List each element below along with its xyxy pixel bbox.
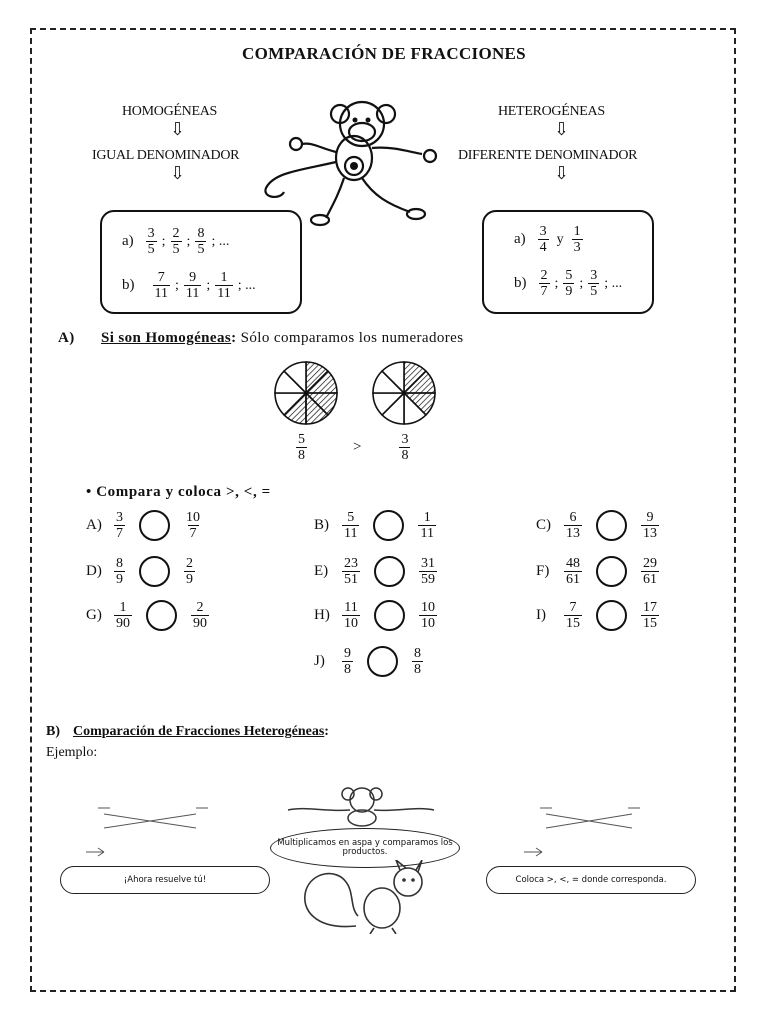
fraction-left: $\frac{8}{9}$ [116, 556, 123, 587]
worked-example-left-icon [56, 792, 256, 872]
exercise-label: F) [536, 563, 550, 579]
fraction-right: $\frac{10}{7}$ [186, 510, 200, 541]
comparison-sign: > [353, 439, 362, 455]
fraction-left: $\frac{7}{15}$ [566, 600, 580, 631]
page-title: COMPARACIÓN DE FRACCIONES [242, 44, 526, 63]
row-label: b) [514, 275, 527, 291]
homogeneous-examples-box [100, 210, 302, 314]
answer-circle[interactable] [373, 510, 404, 541]
fraction-left: $\frac{23}{51}$ [344, 556, 358, 587]
exercise-label: A) [86, 517, 102, 533]
answer-circle[interactable] [146, 600, 177, 631]
fraction: $\frac{1}{11}$ [217, 270, 231, 301]
exercise-item [314, 510, 438, 541]
ellipsis: ; ... [237, 277, 256, 293]
pie-left [275, 362, 337, 424]
exercise-item [314, 600, 439, 631]
heterogeneas-label: HETEROGÉNEAS [498, 104, 605, 119]
section-text: Sólo comparamos los numeradores [236, 330, 464, 346]
fraction: $\frac{2}{7}$ [540, 268, 548, 299]
answer-circle[interactable] [374, 556, 405, 587]
example-row-b: b) $\frac{7}{11}$ ; $\frac{9}{11}$ ; $\frac{1}{11}$ ; ... [122, 270, 256, 301]
fraction: $\frac{3}{5}$ [590, 268, 598, 299]
ellipsis: ; ... [604, 275, 623, 291]
speech-bubble-center: Multiplicamos en aspa y comparamos los productos. [270, 828, 460, 868]
fraction-left: $\frac{3}{7}$ [116, 510, 123, 541]
fraction-right: $\frac{2}{90}$ [193, 600, 207, 631]
exercise-label: D) [86, 563, 102, 579]
row-label: a) [514, 231, 526, 247]
speech-bubble-right: Coloca >, <, = donde corresponda. [486, 866, 696, 894]
fraction-right: $\frac{17}{15}$ [643, 600, 657, 631]
fraction: $\frac{3}{5}$ [147, 226, 155, 257]
fraction-right: $\frac{8}{8}$ [414, 646, 421, 677]
section-b-heading: B) Comparación de Fracciones Heterogéneas: [46, 724, 329, 739]
pie-right [373, 362, 435, 424]
exercise-label: G) [86, 607, 102, 623]
fraction-right: $\frac{10}{10}$ [421, 600, 435, 631]
section-a-heading: A) Si son Homogéneas: Sólo comparamos los numeradores [58, 330, 464, 346]
homogeneas-label: HOMOGÉNEAS [122, 104, 218, 119]
example-comparison [294, 432, 412, 463]
exercise-item [536, 600, 661, 631]
exercise-label: C) [536, 517, 551, 533]
fraction-pies [272, 360, 442, 426]
fraction-left: $\frac{48}{61}$ [566, 556, 580, 587]
exercise-item [86, 600, 211, 631]
fraction-left: $\frac{5}{11}$ [344, 510, 358, 541]
section-letter: B) [46, 724, 60, 739]
fraction-right: $\frac{1}{11}$ [420, 510, 434, 541]
exercise-item [86, 510, 204, 541]
exercise-item [314, 646, 425, 677]
fraction-left: $\frac{9}{8}$ [344, 646, 351, 677]
example-row-b: b) $\frac{2}{7}$ ; $\frac{5}{9}$ ; $\frac{3}{5}$ ; ... [514, 268, 623, 299]
fraction-right: $\frac{29}{61}$ [643, 556, 657, 587]
exercise-label: B) [314, 517, 329, 533]
fraction: $\frac{5}{8}$ [298, 432, 305, 463]
section-title: Comparación de Fracciones Heterogéneas [73, 724, 325, 739]
answer-circle[interactable] [374, 600, 405, 631]
exercise-label: I) [536, 607, 546, 623]
monkey-illustration-icon [262, 100, 448, 228]
speech-bubble-left: ¡Ahora resuelve tú! [60, 866, 270, 894]
answer-circle[interactable] [596, 510, 627, 541]
fraction-left: $\frac{11}{10}$ [344, 600, 358, 631]
fraction-right: $\frac{2}{9}$ [186, 556, 193, 587]
monkey-sketch-icon [276, 782, 446, 832]
fraction: $\frac{3}{4}$ [539, 224, 547, 255]
fraction-left: $\frac{1}{90}$ [116, 600, 130, 631]
answer-circle[interactable] [367, 646, 398, 677]
conjunction: y [556, 231, 564, 247]
section-letter: A) [58, 330, 75, 346]
example-row-a: a) $\frac{3}{5}$ ; $\frac{2}{5}$ ; $\frac{8}{5}$ ; ... [122, 226, 230, 257]
answer-circle[interactable] [596, 600, 627, 631]
fraction: $\frac{3}{8}$ [401, 432, 409, 463]
squirrel-sketch-icon [296, 860, 446, 934]
fraction-right: $\frac{31}{59}$ [421, 556, 435, 587]
answer-circle[interactable] [139, 510, 170, 541]
exercise-item [314, 556, 439, 587]
row-label: b) [122, 277, 135, 293]
worked-example-right-icon [512, 792, 682, 872]
fraction: $\frac{2}{5}$ [172, 226, 180, 257]
fraction: $\frac{9}{11}$ [185, 270, 200, 301]
down-arrow-icon: ⇩ [554, 119, 570, 139]
exercise-label: E) [314, 563, 329, 579]
example-row-a [514, 224, 585, 255]
down-arrow-icon: ⇩ [170, 163, 186, 183]
ellipsis: ; ... [211, 233, 230, 249]
down-arrow-icon: ⇩ [170, 119, 186, 139]
exercise-item [86, 556, 197, 587]
igual-denominador-label: IGUAL DENOMINADOR [92, 148, 240, 163]
exercise-label: J) [314, 653, 325, 669]
exercise-label: H) [314, 607, 330, 623]
heterogeneous-examples-box [482, 210, 654, 314]
down-arrow-icon: ⇩ [554, 163, 570, 183]
row-label: a) [122, 233, 134, 249]
answer-circle[interactable] [596, 556, 627, 587]
exercise-item [536, 556, 661, 587]
answer-circle[interactable] [139, 556, 170, 587]
ejemplo-label: Ejemplo: [46, 745, 98, 760]
fraction-left: $\frac{6}{13}$ [566, 510, 580, 541]
fraction: $\frac{5}{9}$ [565, 268, 573, 299]
exercise-item [536, 510, 661, 541]
fraction: $\frac{8}{5}$ [197, 226, 205, 257]
instruction-text: • Compara y coloca >, <, = [86, 484, 271, 500]
fraction-right: $\frac{9}{13}$ [643, 510, 657, 541]
diferente-denominador-label: DIFERENTE DENOMINADOR [458, 148, 638, 163]
section-title: Si son Homogéneas [100, 330, 232, 346]
fraction: $\frac{7}{11}$ [154, 270, 168, 301]
fraction: $\frac{1}{3}$ [573, 224, 581, 255]
